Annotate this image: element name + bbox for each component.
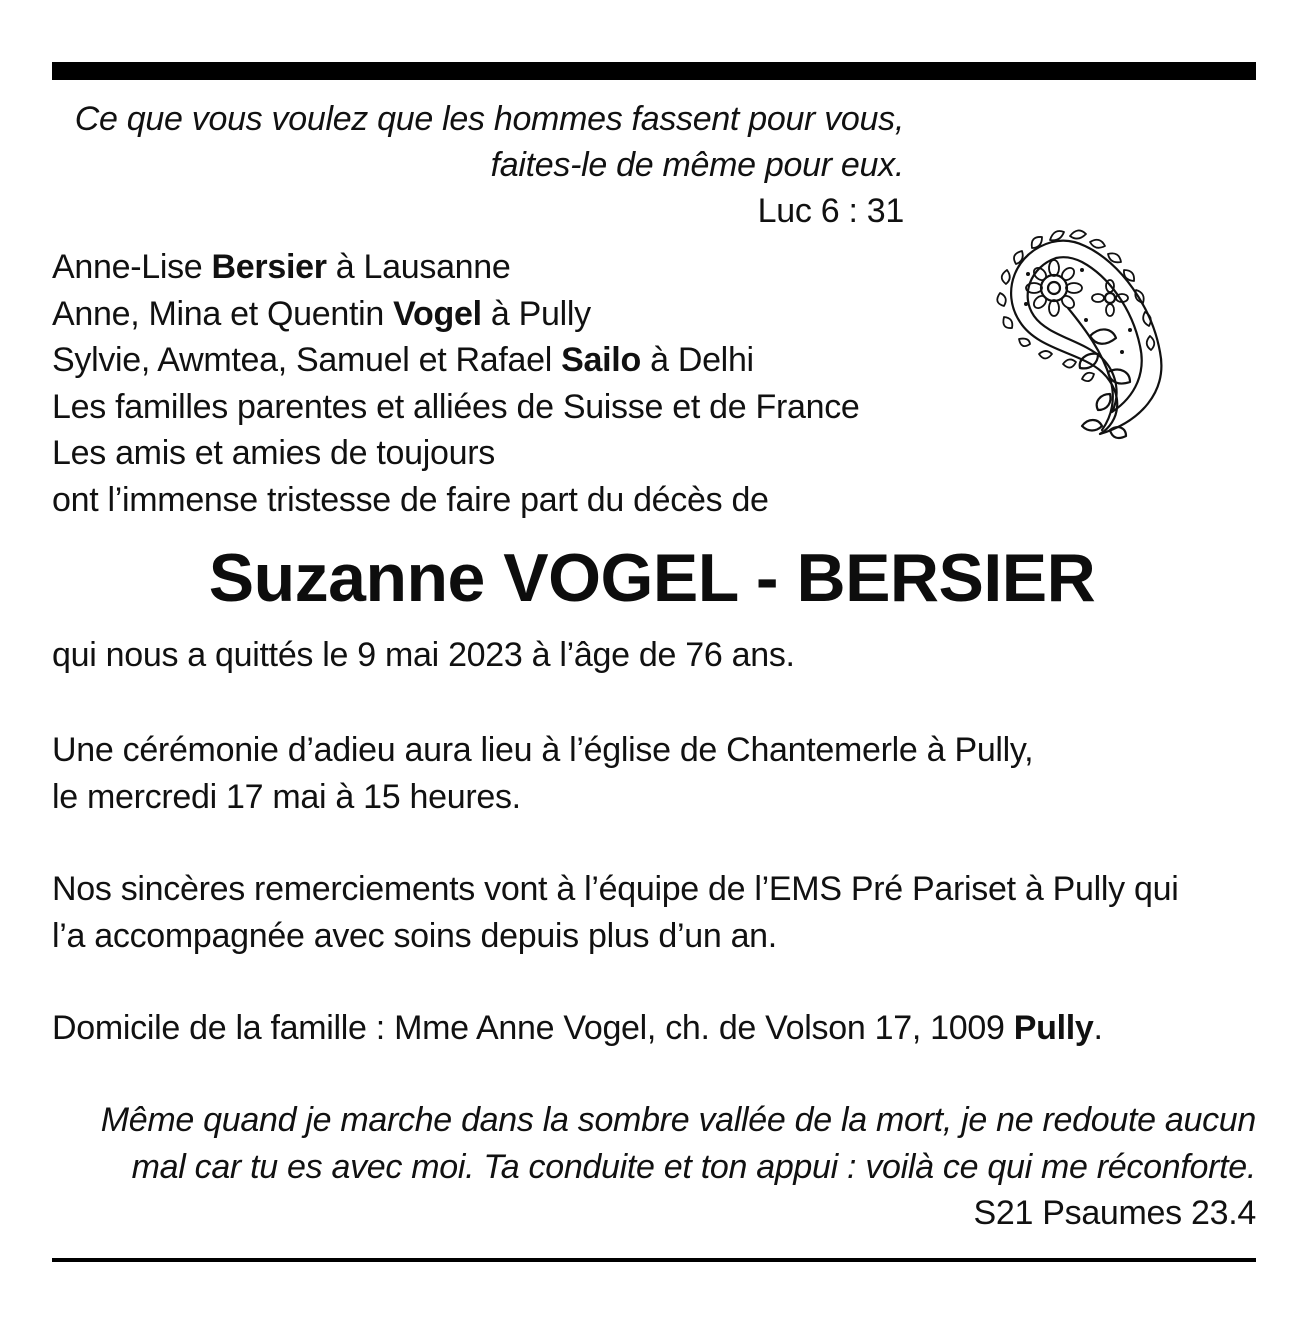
family-list — [52, 244, 952, 523]
family-domicile: Domicile de la famille : Mme Anne Vogel, ch. de Volson 17, 1009 Pully. — [52, 1009, 1103, 1047]
epigraph-line: Ce que vous voulez que les hommes fassent pour vous, — [74, 100, 904, 138]
top-rule — [52, 62, 1256, 80]
departure-text: qui nous a quittés le 9 mai 2023 à l’âge de 76 ans. — [52, 636, 795, 674]
family-line: Sylvie, Awmtea, Samuel et Rafael Sailo à Delhi — [52, 341, 754, 379]
psalm-reference: S21 Psaumes 23.4 — [973, 1194, 1256, 1232]
family-line: Les familles parentes et alliées de Suisse et de France — [52, 387, 860, 426]
bottom-rule — [52, 1258, 1256, 1262]
family-line: Les amis et amies de toujours — [52, 434, 495, 472]
thanks-text: Nos sincères remerciements vont à l’équipe de l’EMS Pré Pariset à Pully qui l’a accompagnée avec soins depuis plus d’un an. — [52, 870, 1179, 955]
ceremony-text: Une cérémonie d’adieu aura lieu à l’église de Chantemerle à Pully, le mercredi 17 mai à 15 heures. — [52, 731, 1034, 816]
psalm-line: Même quand je marche dans la sombre vallée de la mort, je ne redoute aucun — [100, 1101, 1256, 1139]
epigraph-reference: Luc 6 : 31 — [757, 192, 904, 230]
family-line: ont l’immense tristesse de faire part du décès de — [52, 480, 769, 519]
deceased-name: Suzanne VOGEL - BERSIER — [208, 540, 1096, 616]
psalm-quote — [52, 1097, 1256, 1237]
epigraph-quote — [52, 96, 904, 234]
family-line: Anne-Lise Bersier à Lausanne — [52, 248, 511, 286]
epigraph-line: faites-le de même pour eux. — [490, 146, 904, 184]
family-line: Anne, Mina et Quentin Vogel à Pully — [52, 294, 591, 333]
psalm-line: mal car tu es avec moi. Ta conduite et ton appui : voilà ce qui me réconforte. — [131, 1147, 1256, 1186]
paisley-flower-icon — [990, 212, 1190, 444]
